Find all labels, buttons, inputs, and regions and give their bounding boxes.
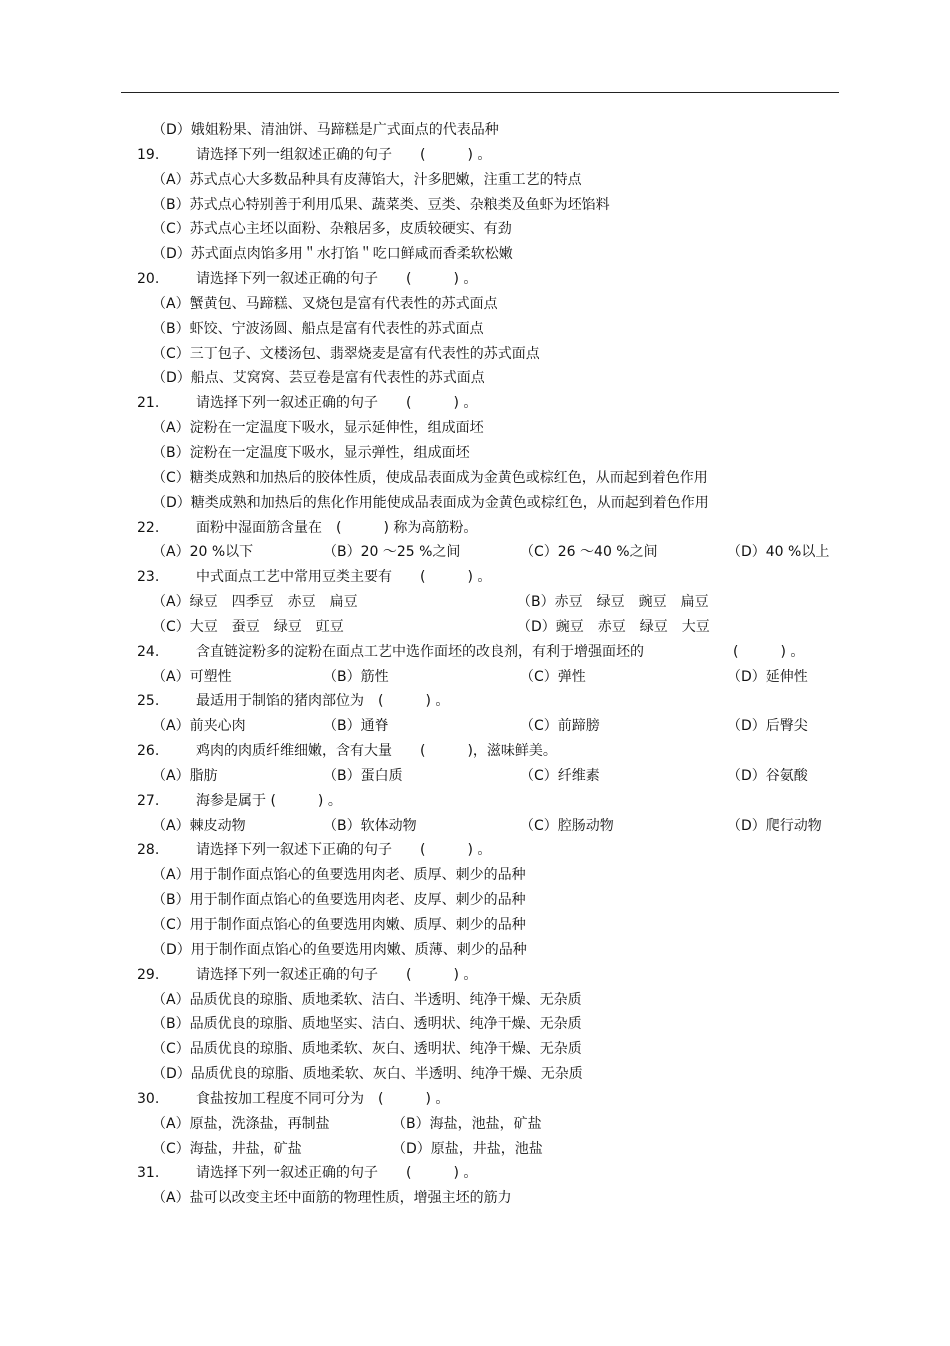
question-number: 26. [137, 743, 160, 760]
question-text: 中式面点工艺中常用豆类主要有 ( ) 。 [196, 569, 492, 586]
question-text: 请选择下列一叙述正确的句子 ( ) 。 [196, 966, 478, 983]
option-line [0, 814, 950, 839]
option: （B）苏式点心特别善于利用瓜果、蔬菜类、豆类、杂粮类及鱼虾为坯馅料 [152, 196, 610, 213]
question-28 [0, 838, 950, 863]
option: （B）20 ～25 %之间 [323, 544, 461, 561]
option: （C）纤维素 [520, 767, 600, 784]
question-text: 请选择下列一组叙述正确的句子 ( ) 。 [196, 146, 492, 163]
question-text: 海参是属于 ( ) 。 [196, 792, 342, 809]
option-line [0, 242, 950, 267]
option: （C）弹性 [520, 668, 586, 685]
option-line [0, 714, 950, 739]
option: （B）赤豆 绿豆 豌豆 扁豆 [517, 594, 709, 611]
option-line [0, 217, 950, 242]
question-text: 面粉中湿面筋含量在 ( ) 称为高筋粉。 [196, 519, 478, 536]
option-line [0, 913, 950, 938]
option-line [0, 1137, 950, 1162]
question-text: 最适用于制馅的猪肉部位为 ( ) 。 [196, 693, 450, 710]
question-number: 29. [137, 966, 160, 983]
option-line [0, 416, 950, 441]
option-line [0, 540, 950, 565]
option: （C）用于制作面点馅心的鱼要选用肉嫩、质厚、刺少的品种 [152, 917, 526, 933]
question-number: 27. [137, 792, 160, 809]
option: （A）品质优良的琼脂、质地柔软、洁白、半透明、纯净干燥、无杂质 [152, 991, 582, 1008]
question-19 [0, 143, 950, 168]
option-line [0, 938, 950, 963]
option: （B）虾饺、宁波汤圆、船点是富有代表性的苏式面点 [152, 320, 484, 337]
option-line [0, 1012, 950, 1037]
option: （A）棘皮动物 [152, 817, 246, 834]
option-line [0, 764, 950, 789]
question-number: 19. [137, 146, 160, 163]
option: （A）脂肪 [152, 767, 218, 784]
option-line [0, 1062, 950, 1087]
option-line [0, 342, 950, 367]
question-25 [0, 689, 950, 714]
option-line [0, 1112, 950, 1137]
option: （D）糖类成熟和加热后的焦化作用能使成品表面成为金黄色或棕红色，从而起到着色作用 [152, 494, 709, 511]
option: （B）海盐，池盐，矿盐 [392, 1115, 542, 1132]
option-line [0, 988, 950, 1013]
option-line [0, 863, 950, 888]
option: （C）糖类成熟和加热后的胶体性质，使成品表面成为金黄色或棕红色，从而起到着色作用 [152, 469, 708, 486]
option-line [0, 491, 950, 516]
option: （D）娥姐粉果、清油饼、马蹄糕是广式面点的代表品种 [152, 122, 499, 138]
option: （A）可塑性 [152, 668, 232, 685]
option: （C）前蹄膀 [520, 718, 600, 735]
option: （B）淀粉在一定温度下吸水，显示弹性，组成面坯 [152, 444, 470, 461]
option: （A）前夹心肉 [152, 718, 246, 735]
option-line [0, 193, 950, 218]
option: （A）用于制作面点馅心的鱼要选用肉老、质厚、刺少的品种 [152, 867, 526, 884]
question-number: 22. [137, 519, 160, 536]
question-number: 31. [137, 1165, 160, 1182]
question-20 [0, 267, 950, 292]
option: （C）大豆 蚕豆 绿豆 豇豆 [152, 618, 344, 635]
answer-blank: ( ) 。 [733, 643, 805, 660]
question-number: 21. [137, 395, 160, 412]
option: （D）延伸性 [727, 668, 808, 685]
option: （B）用于制作面点馅心的鱼要选用肉老、皮厚、刺少的品种 [152, 892, 526, 909]
option: （D）原盐，井盐，池盐 [392, 1140, 543, 1157]
question-text: 请选择下列一叙述正确的句子 ( ) 。 [196, 1165, 478, 1182]
question-26 [0, 739, 950, 764]
question-number: 30. [137, 1090, 160, 1107]
option: （C）海盐，井盐，矿盐 [152, 1140, 302, 1157]
option: （A）淀粉在一定温度下吸水，显示延伸性，组成面坯 [152, 420, 484, 437]
question-text: 含直链淀粉多的淀粉在面点工艺中选作面坯的改良剂，有利于增强面坯的 [196, 643, 644, 660]
question-number: 28. [137, 842, 160, 859]
option: （C）苏式点心主坯以面粉、杂粮居多，皮质较硬实、有劲 [152, 221, 512, 238]
question-list [0, 118, 950, 1211]
question-number: 20. [137, 271, 160, 288]
option: （D）谷氨酸 [727, 767, 808, 784]
question-number: 24. [137, 643, 160, 660]
option: （B）软体动物 [323, 817, 417, 834]
question-text: 请选择下列一叙述下正确的句子 ( ) 。 [196, 842, 492, 859]
option-line [0, 1186, 950, 1211]
question-text: 请选择下列一叙述正确的句子 ( ) 。 [196, 395, 478, 412]
option: （A）蟹黄包、马蹄糕、叉烧包是富有代表性的苏式面点 [152, 295, 498, 312]
question-31 [0, 1161, 950, 1186]
option-line [0, 665, 950, 690]
option: （C）三丁包子、文楼汤包、翡翠烧麦是富有代表性的苏式面点 [152, 345, 540, 362]
option: （D）40 %以上 [727, 544, 830, 561]
question-29 [0, 963, 950, 988]
option: （B）品质优良的琼脂、质地坚实、洁白、透明状、纯净干燥、无杂质 [152, 1016, 582, 1033]
option: （D）用于制作面点馅心的鱼要选用肉嫩、质薄、刺少的品种 [152, 941, 527, 958]
question-27 [0, 789, 950, 814]
question-text: 请选择下列一叙述正确的句子 ( ) 。 [196, 271, 478, 288]
option: （A）盐可以改变主坯中面筋的物理性质，增强主坯的筋力 [152, 1190, 512, 1207]
option-line [0, 590, 950, 615]
option: （D）爬行动物 [727, 817, 822, 834]
option: （D）船点、艾窝窝、芸豆卷是富有代表性的苏式面点 [152, 370, 485, 387]
option: （B）筋性 [323, 668, 389, 685]
option: （C）腔肠动物 [520, 817, 614, 834]
option: （A）20 %以下 [152, 544, 254, 561]
option: （C）26 ～40 %之间 [520, 544, 658, 561]
option-line [0, 888, 950, 913]
option-line [0, 366, 950, 391]
question-23 [0, 565, 950, 590]
header-rule [121, 92, 839, 93]
question-30 [0, 1087, 950, 1112]
option-line [0, 441, 950, 466]
option-line [0, 615, 950, 640]
option: （C）品质优良的琼脂、质地柔软、灰白、透明状、纯净干燥、无杂质 [152, 1041, 582, 1058]
option: （B）蛋白质 [323, 767, 403, 784]
option: （B）通脊 [323, 718, 389, 735]
option: （D）后臀尖 [727, 718, 808, 735]
option-line [0, 1037, 950, 1062]
option: （A）绿豆 四季豆 赤豆 扁豆 [152, 594, 358, 611]
question-22 [0, 516, 950, 541]
option-line [0, 292, 950, 317]
option: （A）原盐，洗涤盐，再制盐 [152, 1115, 330, 1132]
question-24 [0, 640, 950, 665]
question-number: 23. [137, 569, 160, 586]
option: （D）苏式面点肉馅多用＂水打馅＂吃口鲜咸而香柔软松嫩 [152, 246, 513, 263]
option: （D）品质优良的琼脂、质地柔软、灰白、半透明、纯净干燥、无杂质 [152, 1066, 583, 1083]
option: （D）豌豆 赤豆 绿豆 大豆 [517, 618, 710, 635]
option-line [0, 317, 950, 342]
question-21 [0, 391, 950, 416]
option: （A）苏式点心大多数品种具有皮薄馅大，汁多肥嫩，注重工艺的特点 [152, 171, 582, 188]
question-text: 食盐按加工程度不同可分为 ( ) 。 [196, 1090, 450, 1107]
option-line [0, 466, 950, 491]
option-line [0, 118, 950, 143]
option-line [0, 168, 950, 193]
question-text: 鸡肉的肉质纤维细嫩，含有大量 ( )，滋味鲜美。 [196, 743, 557, 760]
question-number: 25. [137, 693, 160, 710]
